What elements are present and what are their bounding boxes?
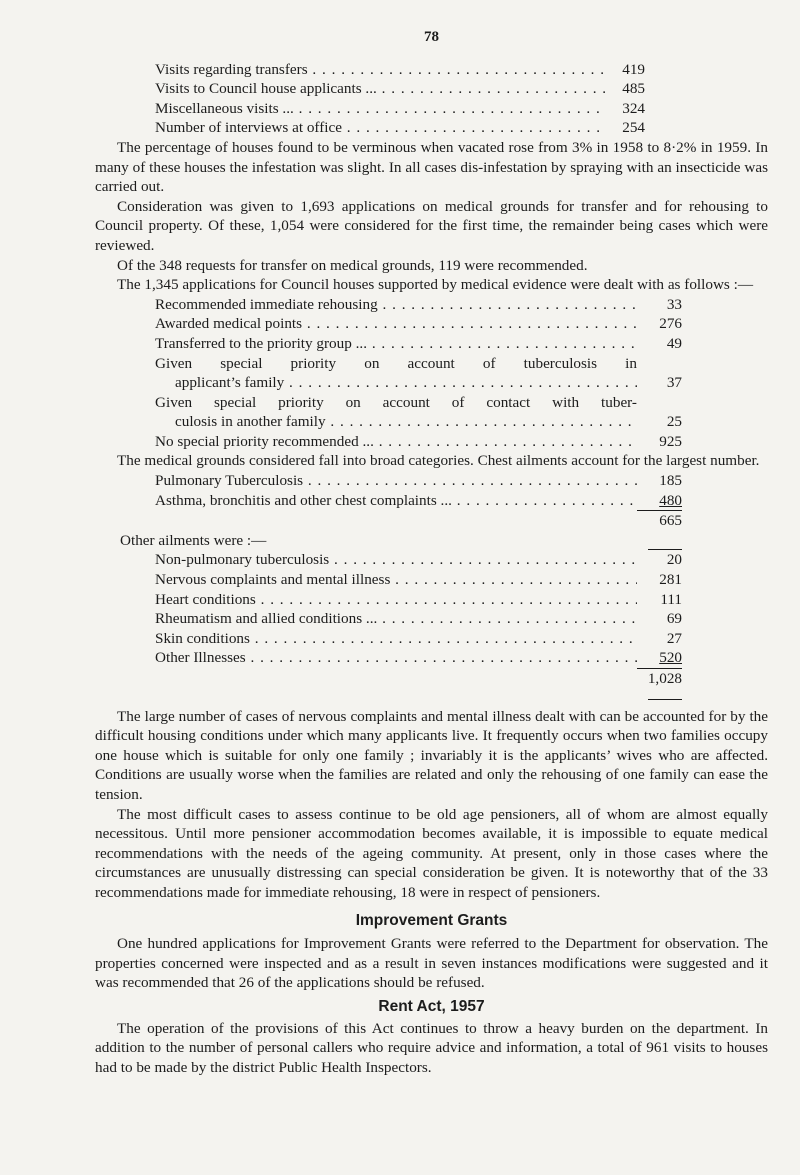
item-label: applicant’s family . . . <box>175 373 637 393</box>
item-label: Given special priority on account of tuberculosis in <box>155 354 637 372</box>
other-heading: Other ailments were :— <box>120 531 267 549</box>
other-heading-row <box>120 531 682 551</box>
paragraph-348-requests: Of the 348 requests for transfer on medical grounds, 119 were recommended. <box>117 256 588 274</box>
list-item <box>155 648 682 668</box>
list-item <box>155 550 682 570</box>
total-value: 1,028 <box>637 668 682 689</box>
item-value: 69 <box>666 610 682 628</box>
paragraph-pensioners: The most difficult cases to assess continue to be old age pensioners, all of whom are almost equally necessitous. Until more pensioner accommodation becomes available, it is impossible to equate medical recommendations with the needs of the ageing community. At present, only in those cases where the circumstances are unusually distressing can special consideration be given. It is noteworthy that of the 33 recommendations made for immediate rehousing, 18 were in respect of pensioners. <box>95 805 768 901</box>
item-value: 281 <box>659 571 682 589</box>
item-label: Pulmonary Tuberculosis . . . <box>155 471 637 491</box>
item-value: 25 <box>666 413 682 431</box>
list-item <box>155 99 645 119</box>
list-item <box>155 334 682 354</box>
heading-improvement-grants: Improvement Grants <box>355 911 508 929</box>
item-value: 27 <box>666 629 682 647</box>
paragraph-nervous: The large number of cases of nervous complaints and mental illness dealt with can be accounted for by the difficult housing conditions under which many applicants live. It frequently occurs when two families occupy one house which is suitable for only one family ; invariably it is the applicants’ wives who are affected. Conditions are usually worse when the families are related and only the rehousing of one family can ease the tension. <box>95 707 768 803</box>
item-value: 485 <box>622 80 645 98</box>
list-item <box>155 590 682 610</box>
item-label: Non-pulmonary tuberculosis . . . <box>155 550 637 570</box>
item-value: 324 <box>622 99 645 117</box>
item-label: No special priority recommended ... . . . <box>155 432 637 452</box>
paragraph-consideration: Consideration was given to 1,693 applications on medical grounds for transfer and for rehousing to Council property. Of these, 1,054 were considered for the first time, the remainder being cases which were reviewed. <box>95 197 768 254</box>
total-row <box>155 668 682 689</box>
item-value: 33 <box>666 295 682 313</box>
list-item <box>155 570 682 590</box>
item-label: Nervous complaints and mental illness . . . <box>155 570 637 590</box>
list-item <box>155 373 682 393</box>
list-item <box>155 471 682 491</box>
item-value: 925 <box>659 432 682 450</box>
item-value: 419 <box>622 60 645 78</box>
paragraph-1345-applications: The 1,345 applications for Council houses supported by medical evidence were dealt with as follows :— <box>117 276 754 294</box>
list-item <box>155 412 682 432</box>
list-item <box>155 118 645 138</box>
item-value: 49 <box>666 334 682 352</box>
heading-rent-act: Rent Act, 1957 <box>378 997 485 1015</box>
total-underline-row <box>155 689 682 703</box>
list-item <box>155 79 645 99</box>
list-item <box>155 491 682 511</box>
page-number: 78 <box>424 29 439 45</box>
list-item <box>155 609 682 629</box>
other-ailments-list <box>155 550 682 702</box>
item-value: 185 <box>659 472 682 490</box>
paragraph-rent: The operation of the provisions of this Act continues to throw a heavy burden on the department. In addition to the number of personal callers who require advice and information, a total of 961 visits to houses had to be made by the district Public Health Inspectors. <box>95 1019 768 1076</box>
item-label: Other Illnesses . . . <box>155 648 637 668</box>
list-item <box>155 629 682 649</box>
item-value: 111 <box>660 590 682 608</box>
paragraph-improvement: One hundred applications for Improvement Grants were referred to the Department for observation. The properties concerned were inspected and as a result in seven instances modifications were suggested and it was recommended that 26 of the applications should be refused. <box>95 935 768 992</box>
total-row <box>155 510 682 531</box>
list-item <box>155 432 682 452</box>
list-item <box>155 60 645 80</box>
item-value: 480 <box>659 491 682 509</box>
item-label: Visits regarding transfers . . . <box>155 60 605 80</box>
item-value: 276 <box>659 315 682 333</box>
list-item <box>155 314 682 334</box>
item-label: Heart conditions . . . <box>155 590 637 610</box>
item-value: 254 <box>622 119 645 137</box>
item-value: 520 <box>659 649 682 667</box>
paragraph-verminous: The percentage of houses found to be verminous when vacated rose from 3% in 1958 to 8·2% in 1959. In many of these houses the infestation was slight. In all cases dis-infestation by spraying with an insecticide was carried out. <box>95 138 768 196</box>
divider <box>648 699 682 700</box>
item-label: Number of interviews at office . . . <box>155 118 605 138</box>
paragraph-categories: The medical grounds considered fall into broad categories. Chest ailments account for the largest number. <box>117 452 760 470</box>
item-label: Skin conditions . . . <box>155 629 637 649</box>
item-label: Recommended immediate rehousing . . . <box>155 295 637 315</box>
item-label: Asthma, bronchitis and other chest complaints ... . . . <box>155 491 637 511</box>
item-label: culosis in another family . . . <box>175 412 637 432</box>
item-label: Visits to Council house applicants ... . . . <box>155 79 605 99</box>
item-label: Given special priority on account of contact with tuber- <box>155 393 637 411</box>
item-label: Awarded medical points . . . <box>155 314 637 334</box>
item-value: 37 <box>666 374 682 392</box>
document-page <box>95 28 768 1077</box>
item-label: Transferred to the priority group ... . . . <box>155 334 637 354</box>
outcomes-list <box>155 295 682 452</box>
list-item <box>155 295 682 315</box>
total-value: 665 <box>637 510 682 531</box>
visits-list <box>155 60 645 138</box>
list-item <box>155 354 682 374</box>
item-value: 20 <box>666 551 682 569</box>
chest-list <box>155 471 682 531</box>
list-item <box>155 393 682 413</box>
item-label: Rheumatism and allied conditions ... . . . <box>155 609 637 629</box>
item-label: Miscellaneous visits ... . . . <box>155 99 605 119</box>
